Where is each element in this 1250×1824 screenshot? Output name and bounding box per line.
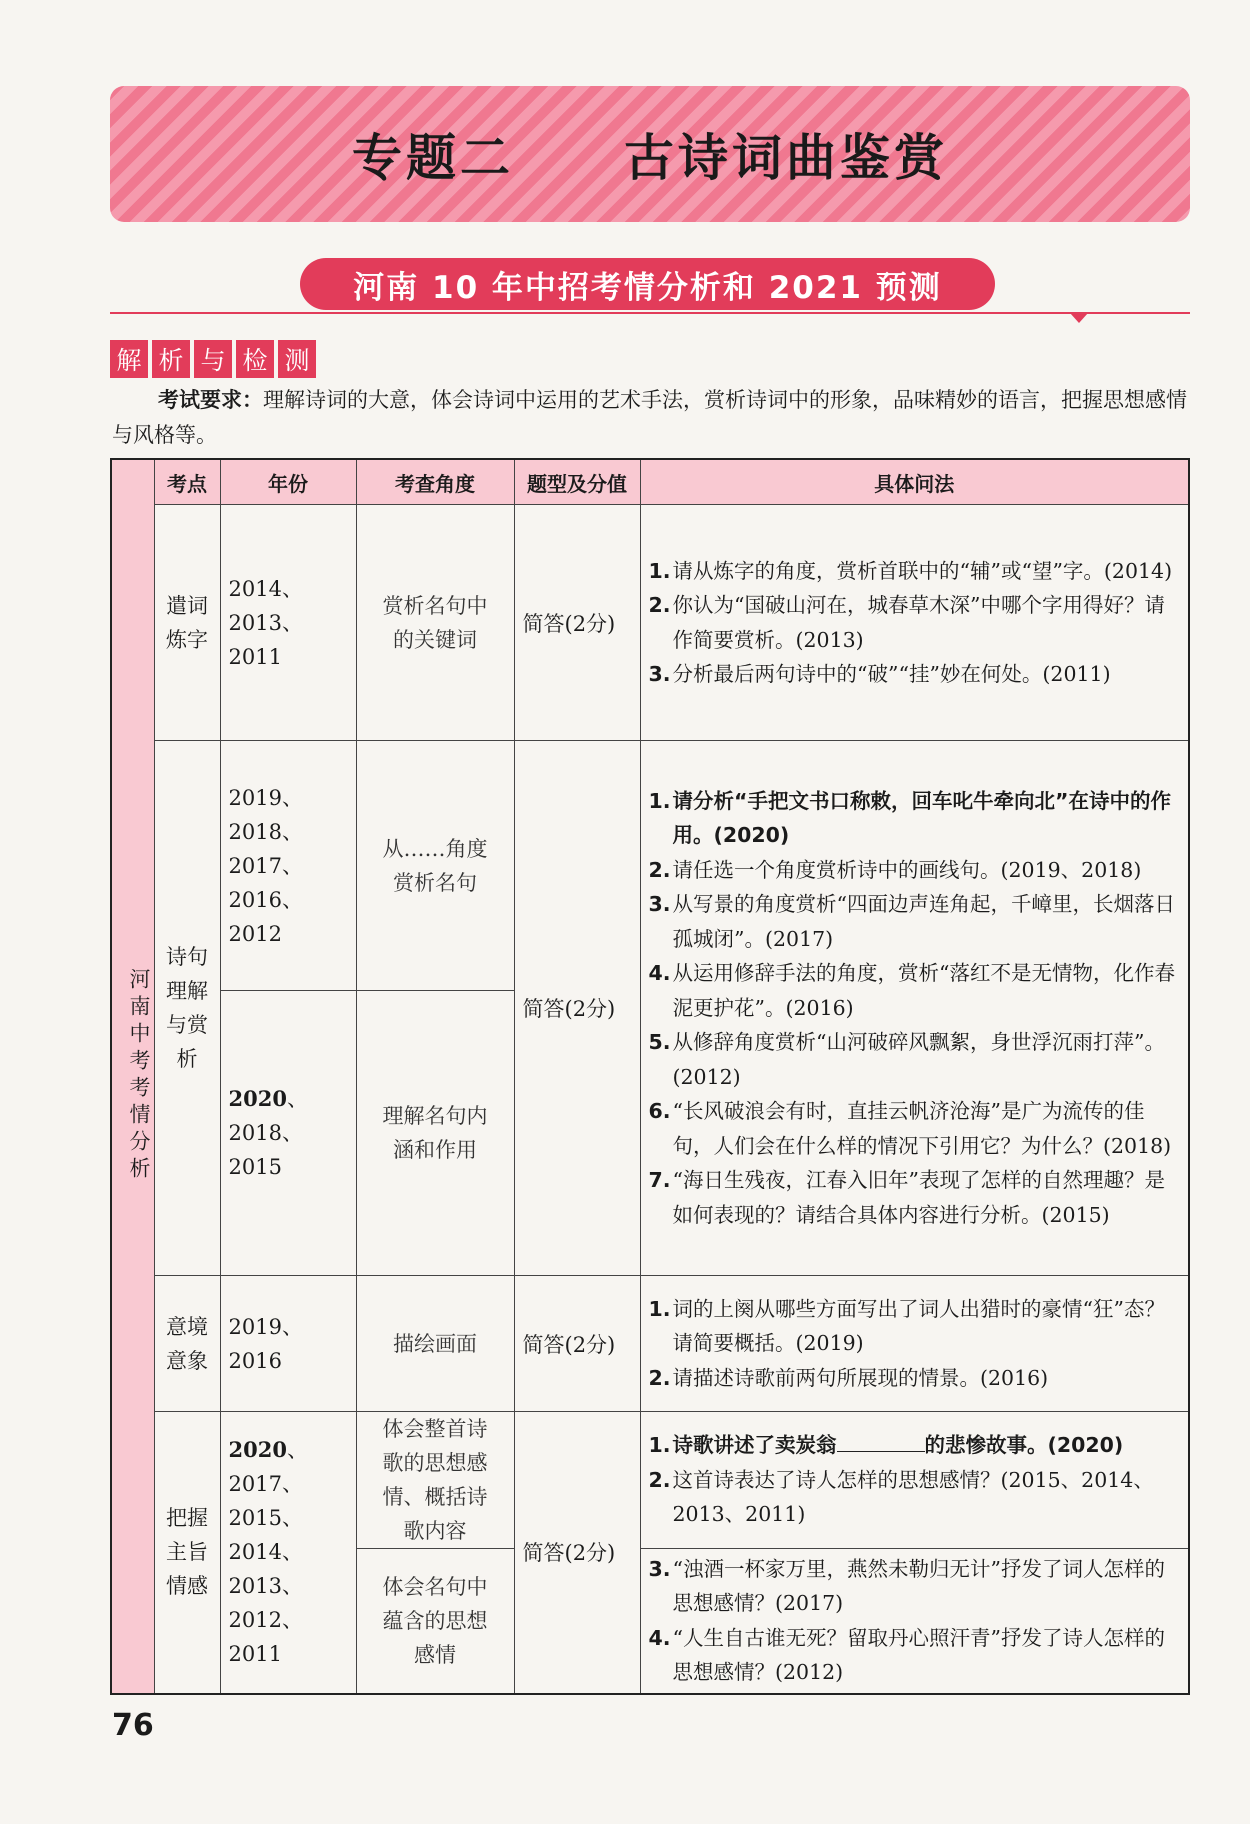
requirement-text: 理解诗词的大意，体会诗词中运用的艺术手法，赏析诗词中的形象，品味精妙的语言，把握思想感情与风格等。 [112, 388, 1187, 447]
type-cell: 简答(2分) [514, 1412, 640, 1694]
question-cell [640, 1276, 1189, 1412]
question-item: 5. 从修辞角度赏析“山河破碎风飘絮，身世浮沉雨打萍”。(2012) [648, 1030, 1165, 1089]
section-tag: 解 [110, 340, 148, 378]
kaodian-cell: 遣词炼字 [154, 505, 220, 741]
question-item: 6. “长风破浪会有时，直挂云帆济沧海”是广为流传的佳句，人们会在什么样的情况下引用它？为什么？(2018) [648, 1099, 1172, 1158]
year-cell: 2020、2017、2015、2014、2013、2012、2011 [220, 1412, 356, 1694]
question-item: 3. 分析最后两句诗中的“破”“挂”妙在何处。(2011) [648, 662, 1111, 686]
table-header-row [111, 459, 1189, 505]
col-header: 考点 [154, 459, 220, 505]
question-item: 2. 你认为“国破山河在，城春草木深”中哪个字用得好？请作简要赏析。(2013) [648, 593, 1165, 652]
question-item: 2. 请描述诗歌前两句所展现的情景。(2016) [648, 1365, 1049, 1390]
col-header: 题型及分值 [514, 459, 640, 505]
banner-title [110, 86, 1190, 222]
kaodian-cell: 把握主旨情感 [154, 1412, 220, 1694]
question-item: 7. “海日生残夜，江春入旧年”表现了怎样的自然理趣？是如何表现的？请结合具体内容进行分析。(2015) [648, 1168, 1165, 1227]
section-tag: 测 [278, 340, 316, 378]
section-tag: 析 [152, 340, 190, 378]
section-pill: 河南 10 年中招考情分析和 2021 预测 [300, 258, 995, 310]
table-row [111, 1276, 1189, 1412]
question-item: 3. 从写景的角度赏析“四面边声连角起，千嶂里，长烟落日孤城闭”。(2017) [648, 892, 1175, 951]
type-cell: 简答(2分) [514, 505, 640, 741]
question-item: 4. “人生自古谁无死？留取丹心照汗青”抒发了诗人怎样的思想感情？(2012) [648, 1625, 1165, 1685]
question-item: 1. 请从炼字的角度，赏析首联中的“辅”或“望”字。(2014) [648, 558, 1173, 583]
type-cell: 简答(2分) [514, 741, 640, 1276]
year-cell: 2019、2016 [220, 1276, 356, 1412]
year-cell: 2020、2018、2015 [220, 991, 356, 1276]
kaodian-cell: 意境意象 [154, 1276, 220, 1412]
pill-tick-icon [1070, 313, 1088, 323]
section-tag: 与 [194, 340, 232, 378]
question-cell [640, 1549, 1189, 1694]
requirement-label: 考试要求： [158, 388, 263, 412]
topic-title: 古诗词曲鉴赏 [624, 129, 948, 187]
question-cell [640, 1412, 1189, 1549]
col-header: 具体问法 [640, 459, 1189, 505]
question-cell [640, 505, 1189, 741]
angle-cell: 理解名句内涵和作用 [356, 991, 514, 1276]
exam-requirement [112, 383, 1192, 453]
col-header: 考查角度 [356, 459, 514, 505]
year-cell: 2019、2018、2017、2016、2012 [220, 741, 356, 991]
question-cell [640, 741, 1189, 1276]
page-number: 76 [112, 1708, 154, 1743]
question-item: 2. 这首诗表达了诗人怎样的思想感情？(2015、2014、2013、2011) [648, 1467, 1154, 1527]
col-header: 年份 [220, 459, 356, 505]
year-cell: 2014、2013、2011 [220, 505, 356, 741]
title-banner [110, 86, 1190, 222]
angle-cell: 描绘画面 [356, 1276, 514, 1412]
angle-cell: 从……角度赏析名句 [356, 741, 514, 991]
section-tags [110, 340, 316, 378]
angle-cell: 赏析名句中的关键词 [356, 505, 514, 741]
question-item: 4. 从运用修辞手法的角度，赏析“落红不是无情物，化作春泥更护花”。(2016) [648, 961, 1175, 1020]
question-item: 2. 请任选一个角度赏析诗中的画线句。(2019、2018) [648, 857, 1142, 882]
topic-number: 专题二 [352, 129, 514, 187]
question-item: 1. 请分析“手把文书口称敕，回车叱牛牵向北”在诗中的作用。(2020) [648, 788, 1171, 848]
pill-divider [110, 312, 1190, 314]
kaodian-cell: 诗句理解与赏析 [154, 741, 220, 1276]
analysis-table [110, 458, 1190, 1695]
table-row [111, 741, 1189, 991]
table-row [111, 1412, 1189, 1549]
type-cell: 简答(2分) [514, 1276, 640, 1412]
side-label: 河南中考考情分析 [111, 459, 154, 1694]
angle-cell: 体会名句中蕴含的思想感情 [356, 1549, 514, 1694]
question-item: 3. “浊酒一杯家万里，燕然未勒归无计”抒发了词人怎样的思想感情？(2017) [648, 1556, 1165, 1616]
answer-blank[interactable] [837, 1429, 925, 1452]
angle-cell: 体会整首诗歌的思想感情、概括诗歌内容 [356, 1412, 514, 1549]
question-item: 1. 词的上阕从哪些方面写出了词人出猎时的豪情“狂”态？请简要概括。(2019) [648, 1296, 1165, 1356]
table-row [111, 505, 1189, 741]
question-item: 1. 诗歌讲述了卖炭翁 的悲惨故事。(2020) [649, 1428, 1181, 1463]
section-tag: 检 [236, 340, 274, 378]
